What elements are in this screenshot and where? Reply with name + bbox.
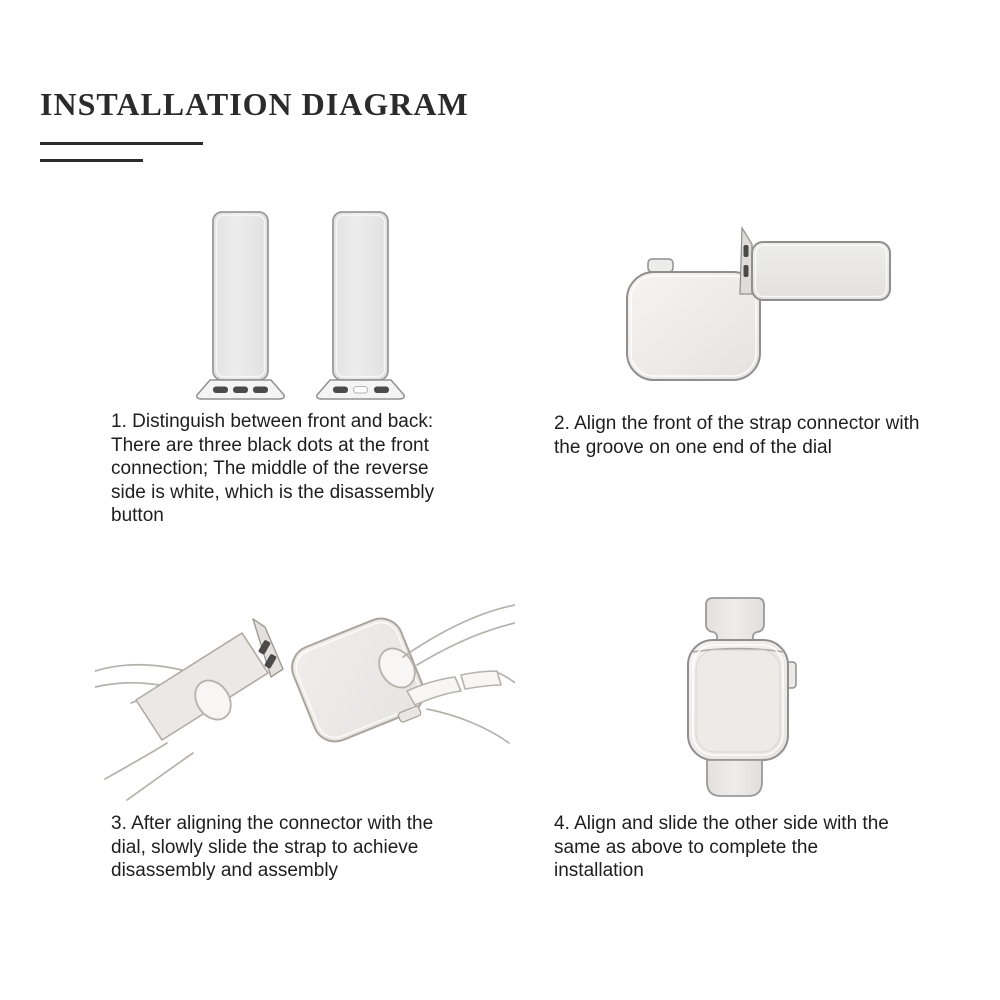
step-2-text: 2. Align the front of the strap connector with the groove on one end of the dial	[554, 413, 920, 458]
strap-horizontal	[752, 242, 890, 300]
title-underline-short	[40, 159, 143, 162]
dial-strap-align-icon	[615, 218, 900, 390]
page-title: INSTALLATION DIAGRAM	[40, 86, 469, 122]
title-underline-long	[40, 142, 203, 145]
right-hand-fingers	[403, 605, 515, 743]
step-3-text: 3. After aligning the connector with the dial, slowly slide the strap to achieve disassembly and assembly	[111, 813, 434, 881]
bottom-band	[707, 760, 762, 796]
strap-connector	[740, 228, 752, 294]
complete-watch-icon	[678, 588, 802, 806]
strap-front-back-icon	[190, 210, 410, 400]
strap-back	[317, 212, 405, 399]
step-4-text: 4. Align and slide the other side with the same as above to complete the installation	[554, 813, 889, 881]
watch-dial	[688, 640, 788, 760]
hands-sliding-strap-icon	[95, 583, 515, 805]
crown-icon	[648, 259, 673, 272]
top-band	[706, 598, 764, 642]
step-1-text: 1. Distinguish between front and back: There are three black dots at the front connection; The middle of the reverse side is white, which is the disassembly button	[111, 411, 435, 526]
strap-front	[197, 212, 285, 399]
